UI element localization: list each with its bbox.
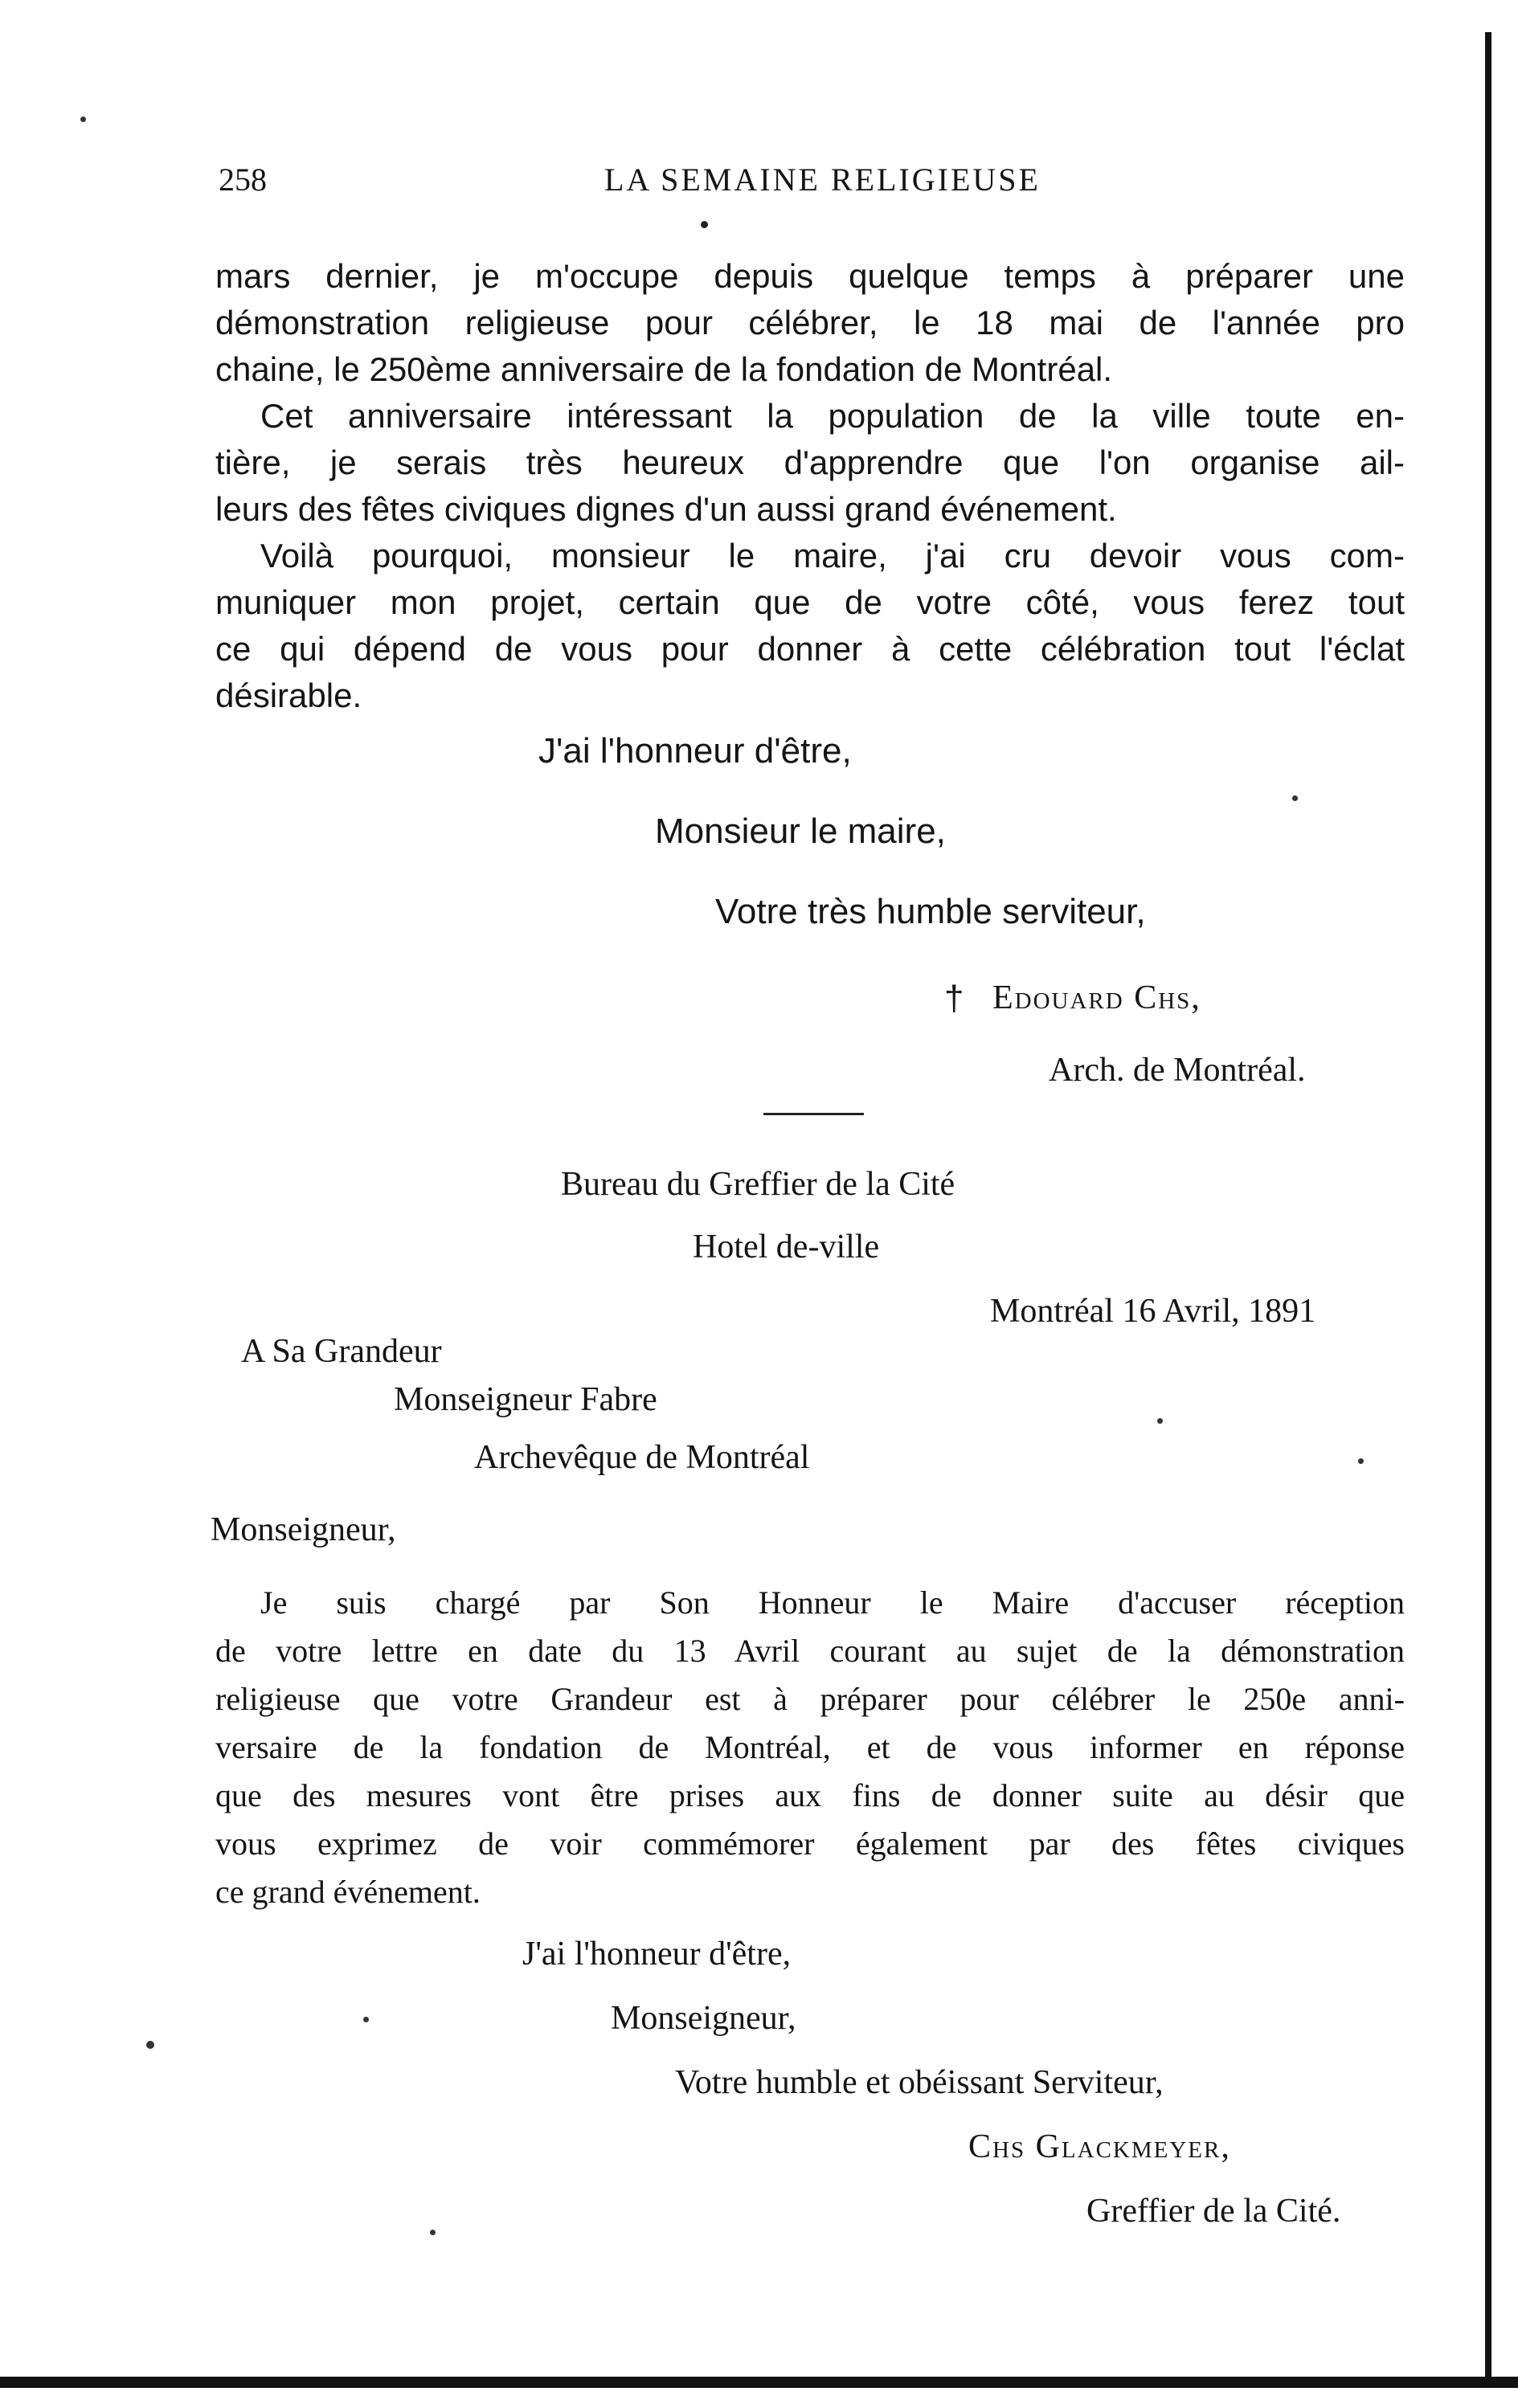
scan-speck [1292, 795, 1298, 801]
text-line: Voilà pourquoi, monsieur le maire, j'ai cru devoir vous com- [260, 537, 1405, 574]
header-dot-ornament [701, 221, 708, 228]
text-line: démonstration religieuse pour célébrer, le 18 mai de l'année pro [215, 304, 1405, 341]
letter2-place: Hotel de-ville [693, 1229, 880, 1265]
text-line: tière, je serais très heureux d'apprendre que l'on organise ail- [215, 444, 1405, 481]
text-line: de votre lettre en date du 13 Avril courant au sujet de la démonstration [215, 1633, 1405, 1669]
letter2-signature-title: Greffier de la Cité. [1086, 2193, 1341, 2230]
text-line: mars dernier, je m'occupe depuis quelque temps à préparer une [215, 257, 1405, 295]
text-line: désirable. [215, 677, 362, 714]
section-divider [763, 1113, 864, 1115]
letter2-date: Montréal 16 Avril, 1891 [990, 1293, 1316, 1330]
letter2-closing-monseigneur: Monseigneur, [611, 2000, 796, 2037]
letter2-office: Bureau du Greffier de la Cité [561, 1166, 955, 1203]
text-line: religieuse que votre Grandeur est à préparer pour célébrer le 250e anni- [215, 1681, 1405, 1717]
scan-speck [1157, 1418, 1163, 1424]
scan-speck [363, 2017, 369, 2022]
scan-speck [430, 2230, 436, 2235]
scan-speck [80, 117, 86, 122]
letter2-closing-serviteur: Votre humble et obéissant Serviteur, [675, 2064, 1164, 2101]
letter2-salutation: Monseigneur, [211, 1511, 396, 1548]
letter2-recipient-line3: Archevêque de Montréal [474, 1439, 810, 1476]
text-line: leurs des fêtes civiques dignes d'un aussi grand événement. [215, 490, 1117, 528]
text-line: que des mesures vont être prises aux fins de donner suite au désir que [215, 1777, 1405, 1813]
text-line: ce qui dépend de vous pour donner à cette célébration tout l'éclat [215, 630, 1405, 668]
letter1-closing-serviteur: Votre très humble serviteur, [715, 892, 1146, 931]
text-line: muniquer mon projet, certain que de votre côté, vous ferez tout [215, 583, 1405, 621]
scan-right-border [1485, 32, 1491, 2386]
letter1-closing-honneur: J'ai l'honneur d'être, [538, 731, 852, 771]
letter2-recipient-line1: A Sa Grandeur [241, 1333, 442, 1370]
text-line: Cet anniversaire intéressant la population de la ville toute en- [260, 397, 1405, 435]
letter1-body [215, 253, 1405, 719]
scan-speck [146, 2041, 154, 2049]
text-line: ce grand événement. [215, 1874, 481, 1910]
letter2-body [215, 1579, 1405, 1916]
scan-speck [1358, 1458, 1364, 1464]
signature-cross: † [944, 979, 964, 1018]
text-line: versaire de la fondation de Montréal, et de vous informer en réponse [215, 1729, 1405, 1765]
letter1-signature-title: Arch. de Montréal. [1049, 1052, 1306, 1089]
letter2-signature-name: Chs Glackmeyer, [968, 2128, 1231, 2165]
text-line: chaine, le 250ème anniversaire de la fondation de Montréal. [215, 350, 1113, 388]
text-line: vous exprimez de voir commémorer également par des fêtes civiques [215, 1825, 1405, 1862]
letter1-closing-monsieur: Monsieur le maire, [655, 812, 946, 851]
running-title: LA SEMAINE RELIGIEUSE [604, 161, 1041, 198]
letter2-closing-honneur: J'ai l'honneur d'être, [522, 1936, 792, 1973]
letter2-recipient-line2: Monseigneur Fabre [394, 1381, 657, 1418]
letter1-signature-name: Edouard Chs, [992, 979, 1201, 1016]
text-line: Je suis chargé par Son Honneur le Maire d'accuser réception [260, 1584, 1405, 1621]
scan-bottom-border [0, 2377, 1518, 2388]
page-number: 258 [219, 161, 267, 198]
